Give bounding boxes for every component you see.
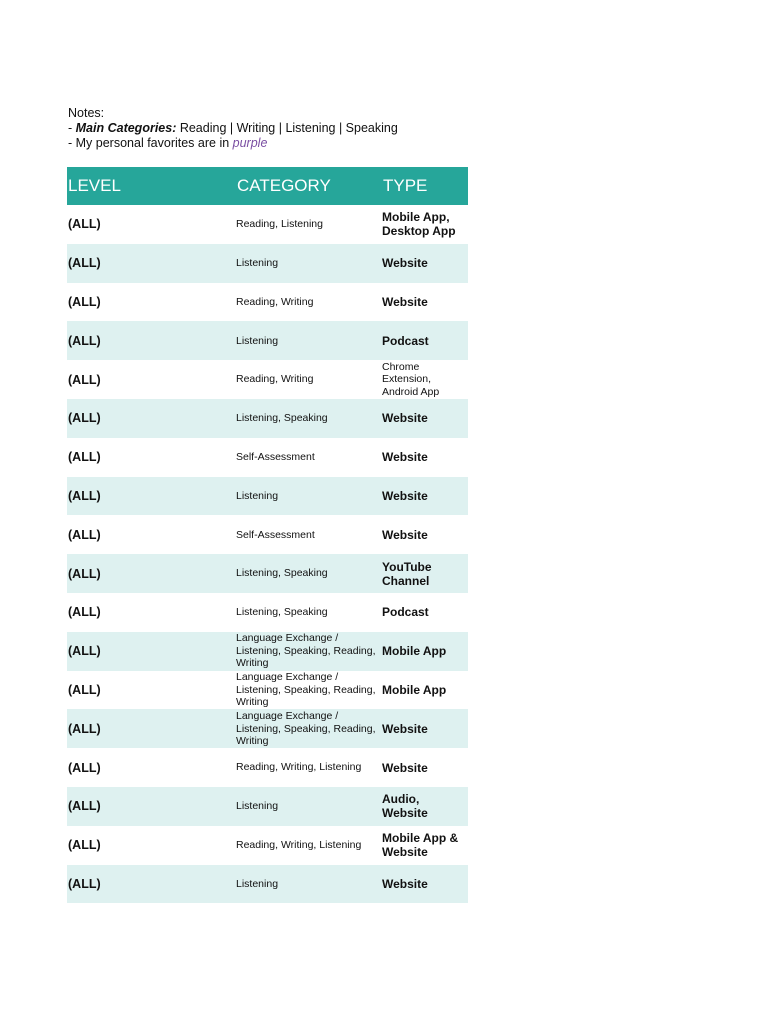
table-row [67,593,468,632]
table-row [67,865,468,904]
table-row [67,748,468,787]
table-body [67,205,468,903]
row-type: Mobile App, Desktop App [382,210,456,239]
notes-favorites-text: - My personal favorites are in [68,136,233,150]
row-category: Listening, Speaking [236,606,328,619]
header-type: TYPE [382,167,468,205]
row-type: Mobile App & Website [382,831,459,860]
table-row [67,515,468,554]
notes-main-categories [68,121,488,136]
row-category: Listening [236,865,382,904]
row-type: Website [382,527,428,542]
table-row [67,632,468,671]
row-category: Listening [236,244,382,283]
row-type: Website [382,450,428,465]
notes-main-categories-label: Main Categories: [75,121,177,135]
table-row [67,554,468,593]
header-row [67,167,468,205]
row-category: Language Exchange / Listening, Speaking, Reading, Writing [236,709,382,748]
row-level: (ALL) [68,760,101,775]
row-category: Reading, Writing [236,373,314,386]
header-category: CATEGORY [236,167,382,205]
table-row [67,787,468,826]
row-type: Podcast [382,605,429,620]
row-level: (ALL) [67,477,236,516]
row-level: (ALL) [68,838,101,853]
notes-heading: Notes: [68,106,105,120]
table-row [67,477,468,516]
row-category: Listening [236,321,382,360]
row-category: Listening [236,477,382,516]
row-level: (ALL) [67,399,236,438]
row-type: Website [382,865,468,904]
row-level: (ALL) [68,372,101,387]
row-category: Reading, Listening [236,218,323,231]
notes-line1-prefix: - [68,121,76,135]
row-type: YouTube Channel [382,554,468,593]
row-category: Self-Assessment [236,450,315,463]
table-row [67,399,468,438]
row-category: Language Exchange / Listening, Speaking, Reading, Writing [236,671,376,709]
row-level: (ALL) [67,865,236,904]
notes-favorites [68,136,488,151]
row-level: (ALL) [67,321,236,360]
row-category: Self-Assessment [236,528,315,541]
row-level: (ALL) [67,632,236,671]
notes-favorites-purple: purple [232,136,268,150]
row-level: (ALL) [68,682,101,697]
table-row [67,438,468,477]
row-level: (ALL) [68,294,101,309]
row-category: Listening, Speaking [236,554,382,593]
row-level: (ALL) [67,787,236,826]
row-category: Language Exchange / Listening, Speaking, Reading, Writing [236,632,382,671]
row-type: Website [382,244,468,283]
row-level: (ALL) [67,554,236,593]
row-level: (ALL) [67,244,236,283]
notes-main-categories-list: Reading | Writing | Listening | Speaking [176,121,398,135]
table-row [67,244,468,283]
table-row [67,360,468,399]
row-type: Website [382,399,468,438]
row-level: (ALL) [68,605,101,620]
table-row [67,205,468,244]
row-level: (ALL) [68,527,101,542]
table-row [67,709,468,748]
row-type: Mobile App [382,682,447,697]
row-category: Listening [236,787,382,826]
row-type: Website [382,294,428,309]
row-category: Reading, Writing, Listening [236,761,362,774]
table-row [67,671,468,710]
resources-table [67,167,468,903]
row-category: Reading, Writing, Listening [236,838,362,851]
table-row [67,321,468,360]
row-type: Website [382,760,428,775]
table-row [67,826,468,865]
row-category: Reading, Writing [236,295,314,308]
header-level: LEVEL [67,167,236,205]
row-type: Website [382,477,468,516]
row-type: Podcast [382,321,468,360]
row-type: Website [382,709,468,748]
row-type: Mobile App [382,632,468,671]
table-row [67,283,468,322]
row-level: (ALL) [67,709,236,748]
table-header [67,167,468,205]
row-level: (ALL) [68,217,101,232]
row-category: Listening, Speaking [236,399,382,438]
row-type: Chrome Extension, Android App [382,360,440,398]
row-level: (ALL) [68,450,101,465]
row-type: Audio, Website [382,787,468,826]
notes-block [68,106,488,151]
